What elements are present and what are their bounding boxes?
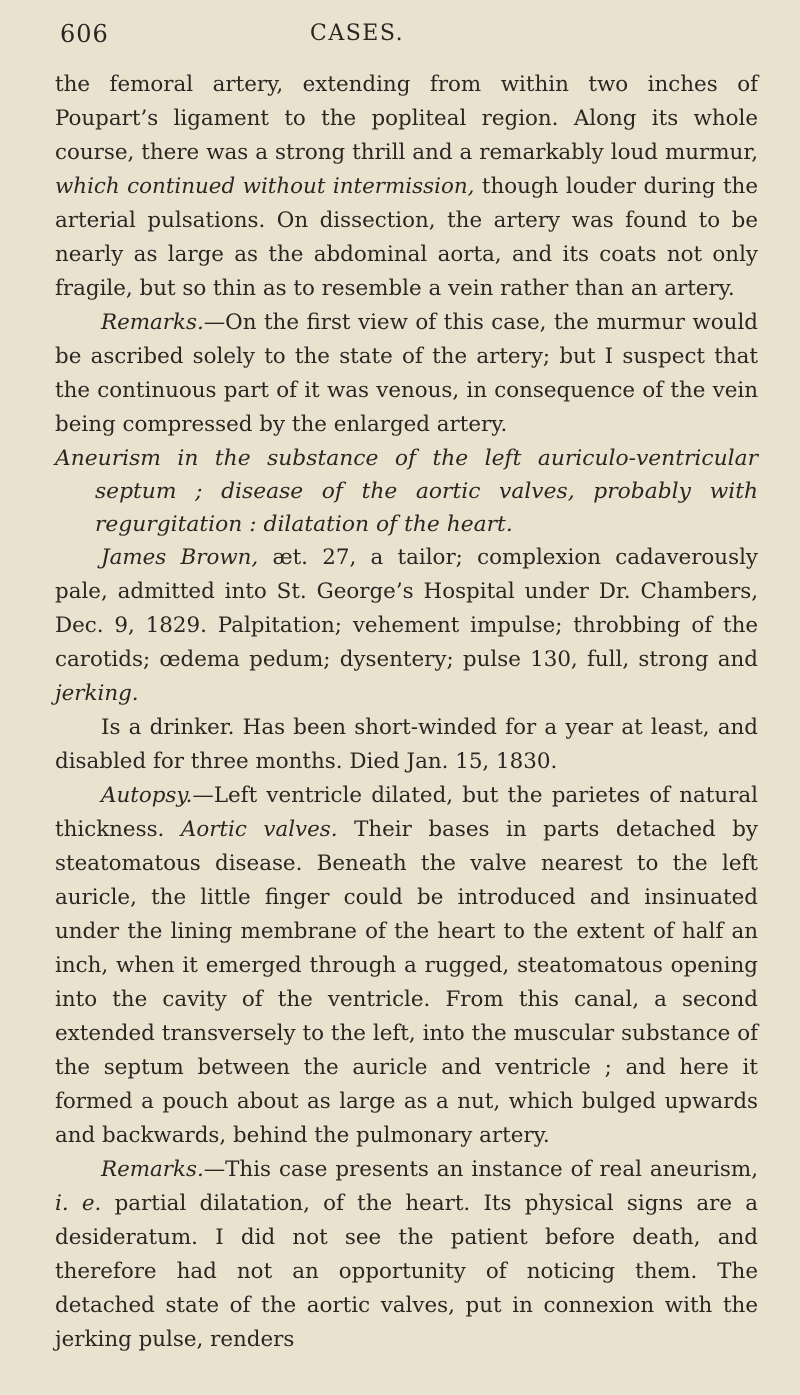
autopsy-text-2: Their bases in parts detached by steatomatous disease. Beneath the valve nearest to the left auricle, the little finger could be introduced and insinuated under the lining membrane of the heart to the extent of half an inch, when it emerged through a rugged, steatomatous opening into the cavity of the ventricle. From this canal, a second extended transversely to the left, into the muscular substance of the septum between the auricle and ventricle ; and here it formed a pouch about as large as a nut, which bulged upwards and backwards, behind the pulmonary artery.: [55, 817, 758, 1148]
patient-name: James Brown,: [101, 545, 259, 570]
paragraph-femoral-artery-text-a: the femoral artery, extending from within two inches of Poupart’s ligament to the popliteal region. Along its whole course, there was a strong thrill and a remarkably loud murmur,: [55, 72, 758, 165]
remarks-1-text: —On the first view of this case, the murmur would be ascribed solely to the state of the artery; but I suspect that the continuous part of it was venous, in consequence of the vein being compressed by the enlarged artery.: [55, 310, 758, 437]
patient-history-end: jerking.: [55, 681, 139, 706]
ie-abbrev: i. e.: [55, 1191, 102, 1216]
paragraph-femoral-artery: [55, 68, 758, 306]
paragraph-femoral-artery-italic: which continued without intermission,: [55, 174, 475, 199]
body-text: [55, 68, 758, 1357]
remarks-label: Remarks.: [101, 310, 204, 335]
page-number: 606: [60, 20, 109, 48]
paragraph-patient-history: [55, 541, 758, 711]
patient-history-text: æt. 27, a tailor; complexion cadaverously pale, admitted into St. George’s Hospital under Dr. Chambers, Dec. 9, 1829. Palpitation; vehement impulse; throbbing of the carotids; œdema pedum; dysentery; pulse 130, full, strong and: [55, 545, 758, 672]
section-title: CASES.: [310, 21, 405, 46]
paragraph-femoral-artery-text-c: though louder during the arterial pulsations. On dissection, the artery was found to be nearly as large as the abdominal aorta, and its coats not only fragile, but so thin as to resemble a vein rather than an artery.: [55, 174, 758, 301]
paragraph-drinker: Is a drinker. Has been short-winded for a year at least, and disabled for three months. Died Jan. 15, 1830.: [55, 715, 758, 774]
aortic-valves-label: Aortic valves.: [180, 817, 338, 842]
paragraph-remarks-2: [55, 1153, 758, 1357]
running-head: [55, 20, 758, 68]
paragraph-autopsy: [55, 779, 758, 1153]
remarks-2-text-2: partial dilatation, of the heart. Its physical signs are a desideratum. I did not see the patient before death, and therefore had not an opportunity of noticing them. The detached state of the aortic valves, put in connexion with the jerking pulse, renders: [55, 1191, 759, 1352]
autopsy-text-1: —Left ventricle dilated, but the parietes of natural thickness.: [55, 783, 758, 842]
case-heading: Aneurism in the substance of the left auriculo-ventricular septum ; disease of the aortic valves, probably with regurgitation : dilatation of the heart.: [55, 446, 758, 537]
remarks-2-text-1: —This case presents an instance of real aneurism,: [203, 1157, 758, 1182]
remarks-2-label: Remarks.: [101, 1157, 204, 1182]
autopsy-label: Autopsy.: [101, 783, 193, 808]
paragraph-remarks-1: [55, 306, 758, 442]
